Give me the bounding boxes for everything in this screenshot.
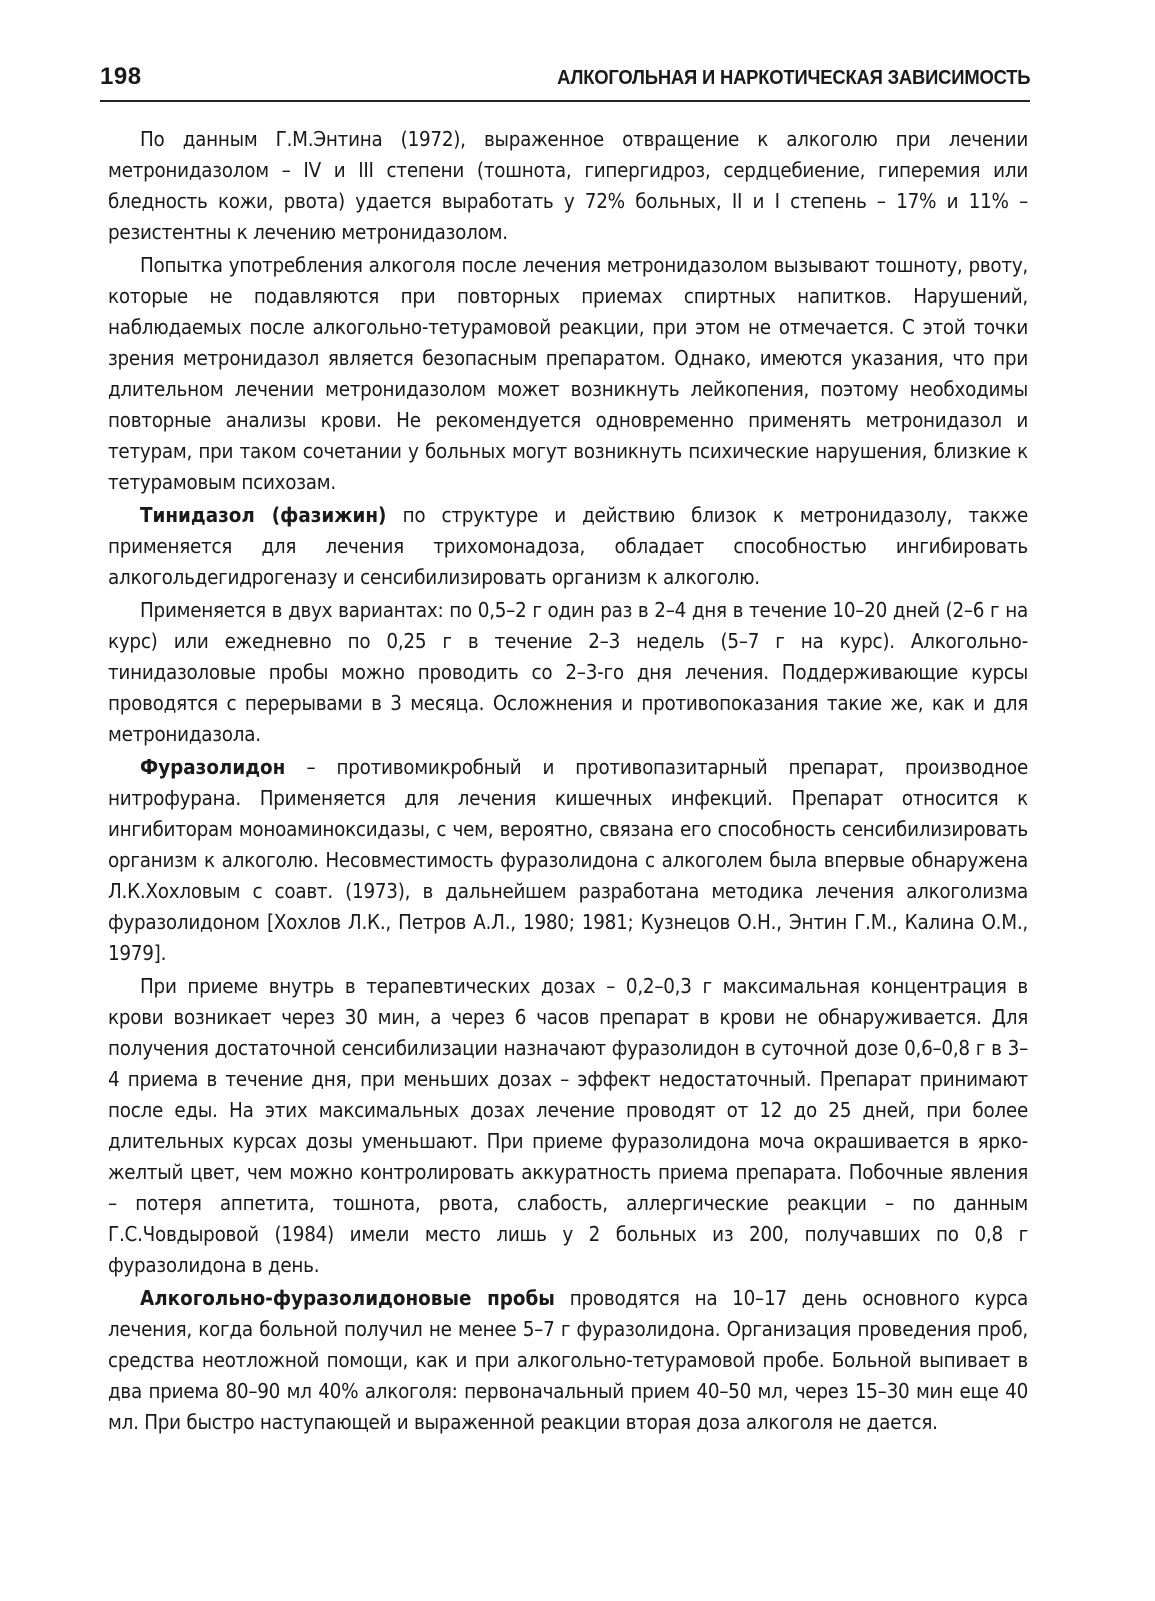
paragraph-6 [108,971,1028,1281]
term-furazolidone: Фуразолидон [140,755,286,779]
paragraph-1 [108,124,1028,248]
paragraph-4-text: Применяется в двух вариантах: по 0,5–2 г один раз в 2–4 дня в течение 10–20 дней (2–6 г на курс) или ежедневно по 0,25 г в течение 2–3 недель (5–7 г на курс). Алкогольно-тинидазоловые пробы можно проводить со 2–3-го дня лечения. Поддерживающие курсы проводятся с перерывами в 3 месяца. Осложнения и противопоказания такие же, как и для метронидазола. [108,598,1028,746]
paragraph-4 [108,595,1028,750]
paragraph-6-text: При приеме внутрь в терапевтических дозах – 0,2–0,3 г максимальная концентрация в крови возникает через 30 мин, а через 6 часов препарат в крови не обнаруживается. Для получения достаточной сенсибилизации назначают фуразолидон в суточной дозе 0,6–0,8 г в 3–4 приема в течение дня, при меньших дозах – эффект недостаточный. Препарат принимают после еды. На этих максимальных дозах лечение проводят от 12 до 25 дней, при более длительных курсах дозы уменьшают. При приеме фуразолидона моча окрашивается в ярко-желтый цвет, чем можно контролировать аккуратность приема препарата. Побочные явления – потеря аппетита, тошнота, рвота, слабость, аллергические реакции – по данным Г.С.Човдыровой (1984) имели место лишь у 2 больных из 200, получавших по 0,8 г фуразолидона в день. [108,974,1028,1277]
paragraph-2-text: Попытка употребления алкоголя после лечения метронидазолом вызывают тошноту, рвоту, которые не подавляются при повторных приемах спиртных напитков. Нарушений, наблюдаемых после алкогольно-тетурамовой реакции, при этом не отмечается. С этой точки зрения метронидазол является безопасным препаратом. Однако, имеются указания, что при длительном лечении метронидазолом может возникнуть лейкопения, поэтому необходимы повторные анализы крови. Не рекомендуется одновременно применять метронидазол и тетурам, при таком сочетании у больных могут возникнуть психические нарушения, близкие к тетурамовым психозам. [108,253,1028,494]
paragraph-7 [108,1283,1028,1438]
term-tinidazole: Тинидазол (фазижин) [140,503,387,527]
paragraph-2 [108,250,1028,498]
paragraph-5 [108,752,1028,969]
running-header [100,62,1030,96]
term-alcohol-furazolidone-tests: Алкогольно-фуразолидоновые пробы [140,1286,555,1310]
header-divider [100,100,1030,102]
running-header-title: АЛКОГОЛЬНАЯ И НАРКОТИЧЕСКАЯ ЗАВИСИМОСТЬ [556,67,1030,89]
page-number: 198 [100,63,142,90]
paragraph-1-text: По данным Г.М.Энтина (1972), выраженное отвращение к алкоголю при лечении метронидазолом – IV и III степени (тошнота, гипергидроз, сердцебиение, гиперемия или бледность кожи, рвота) удается выработать у 72% больных, II и I степень – 17% и 11% – резистентны к лечению метронидазолом. [108,127,1028,244]
paragraph-5-text: – противомикробный и противопазитарный препарат, производное нитрофурана. Применяется для лечения кишечных инфекций. Препарат относится к ингибиторам моноаминоксидазы, с чем, вероятно, связана его способность сенсибилизировать организм к алкоголю. Несовместимость фуразолидона с алкоголем была впервые обнаружена Л.К.Хохловым с соавт. (1973), в дальнейшем разработана методика лечения алкоголизма фуразолидоном [Хохлов Л.К., Петров А.Л., 1980; 1981; Кузнецов О.Н., Энтин Г.М., Калина О.М., 1979]. [108,755,1028,965]
paragraph-3 [108,500,1028,593]
paragraph-7-text: проводятся на 10–17 день основного курса лечения, когда больной получил не менее 5–7 г фуразолидона. Организация проведения проб, средства неотложной помощи, как и при алкогольно-тетурамовой пробе. Больной выпивает в два приема 80–90 мл 40% алкоголя: первоначальный прием 40–50 мл, через 15–30 мин еще 40 мл. При быстро наступающей и выраженной реакции вторая доза алкоголя не дается. [108,1286,1029,1434]
paragraph-3-text: по структуре и действию близок к метронидазолу, также применяется для лечения трихомонадоза, обладает способностью ингибировать алкогольдегидрогеназу и сенсибилизировать организм к алкоголю. [108,503,1028,589]
body-text [108,124,1028,1438]
